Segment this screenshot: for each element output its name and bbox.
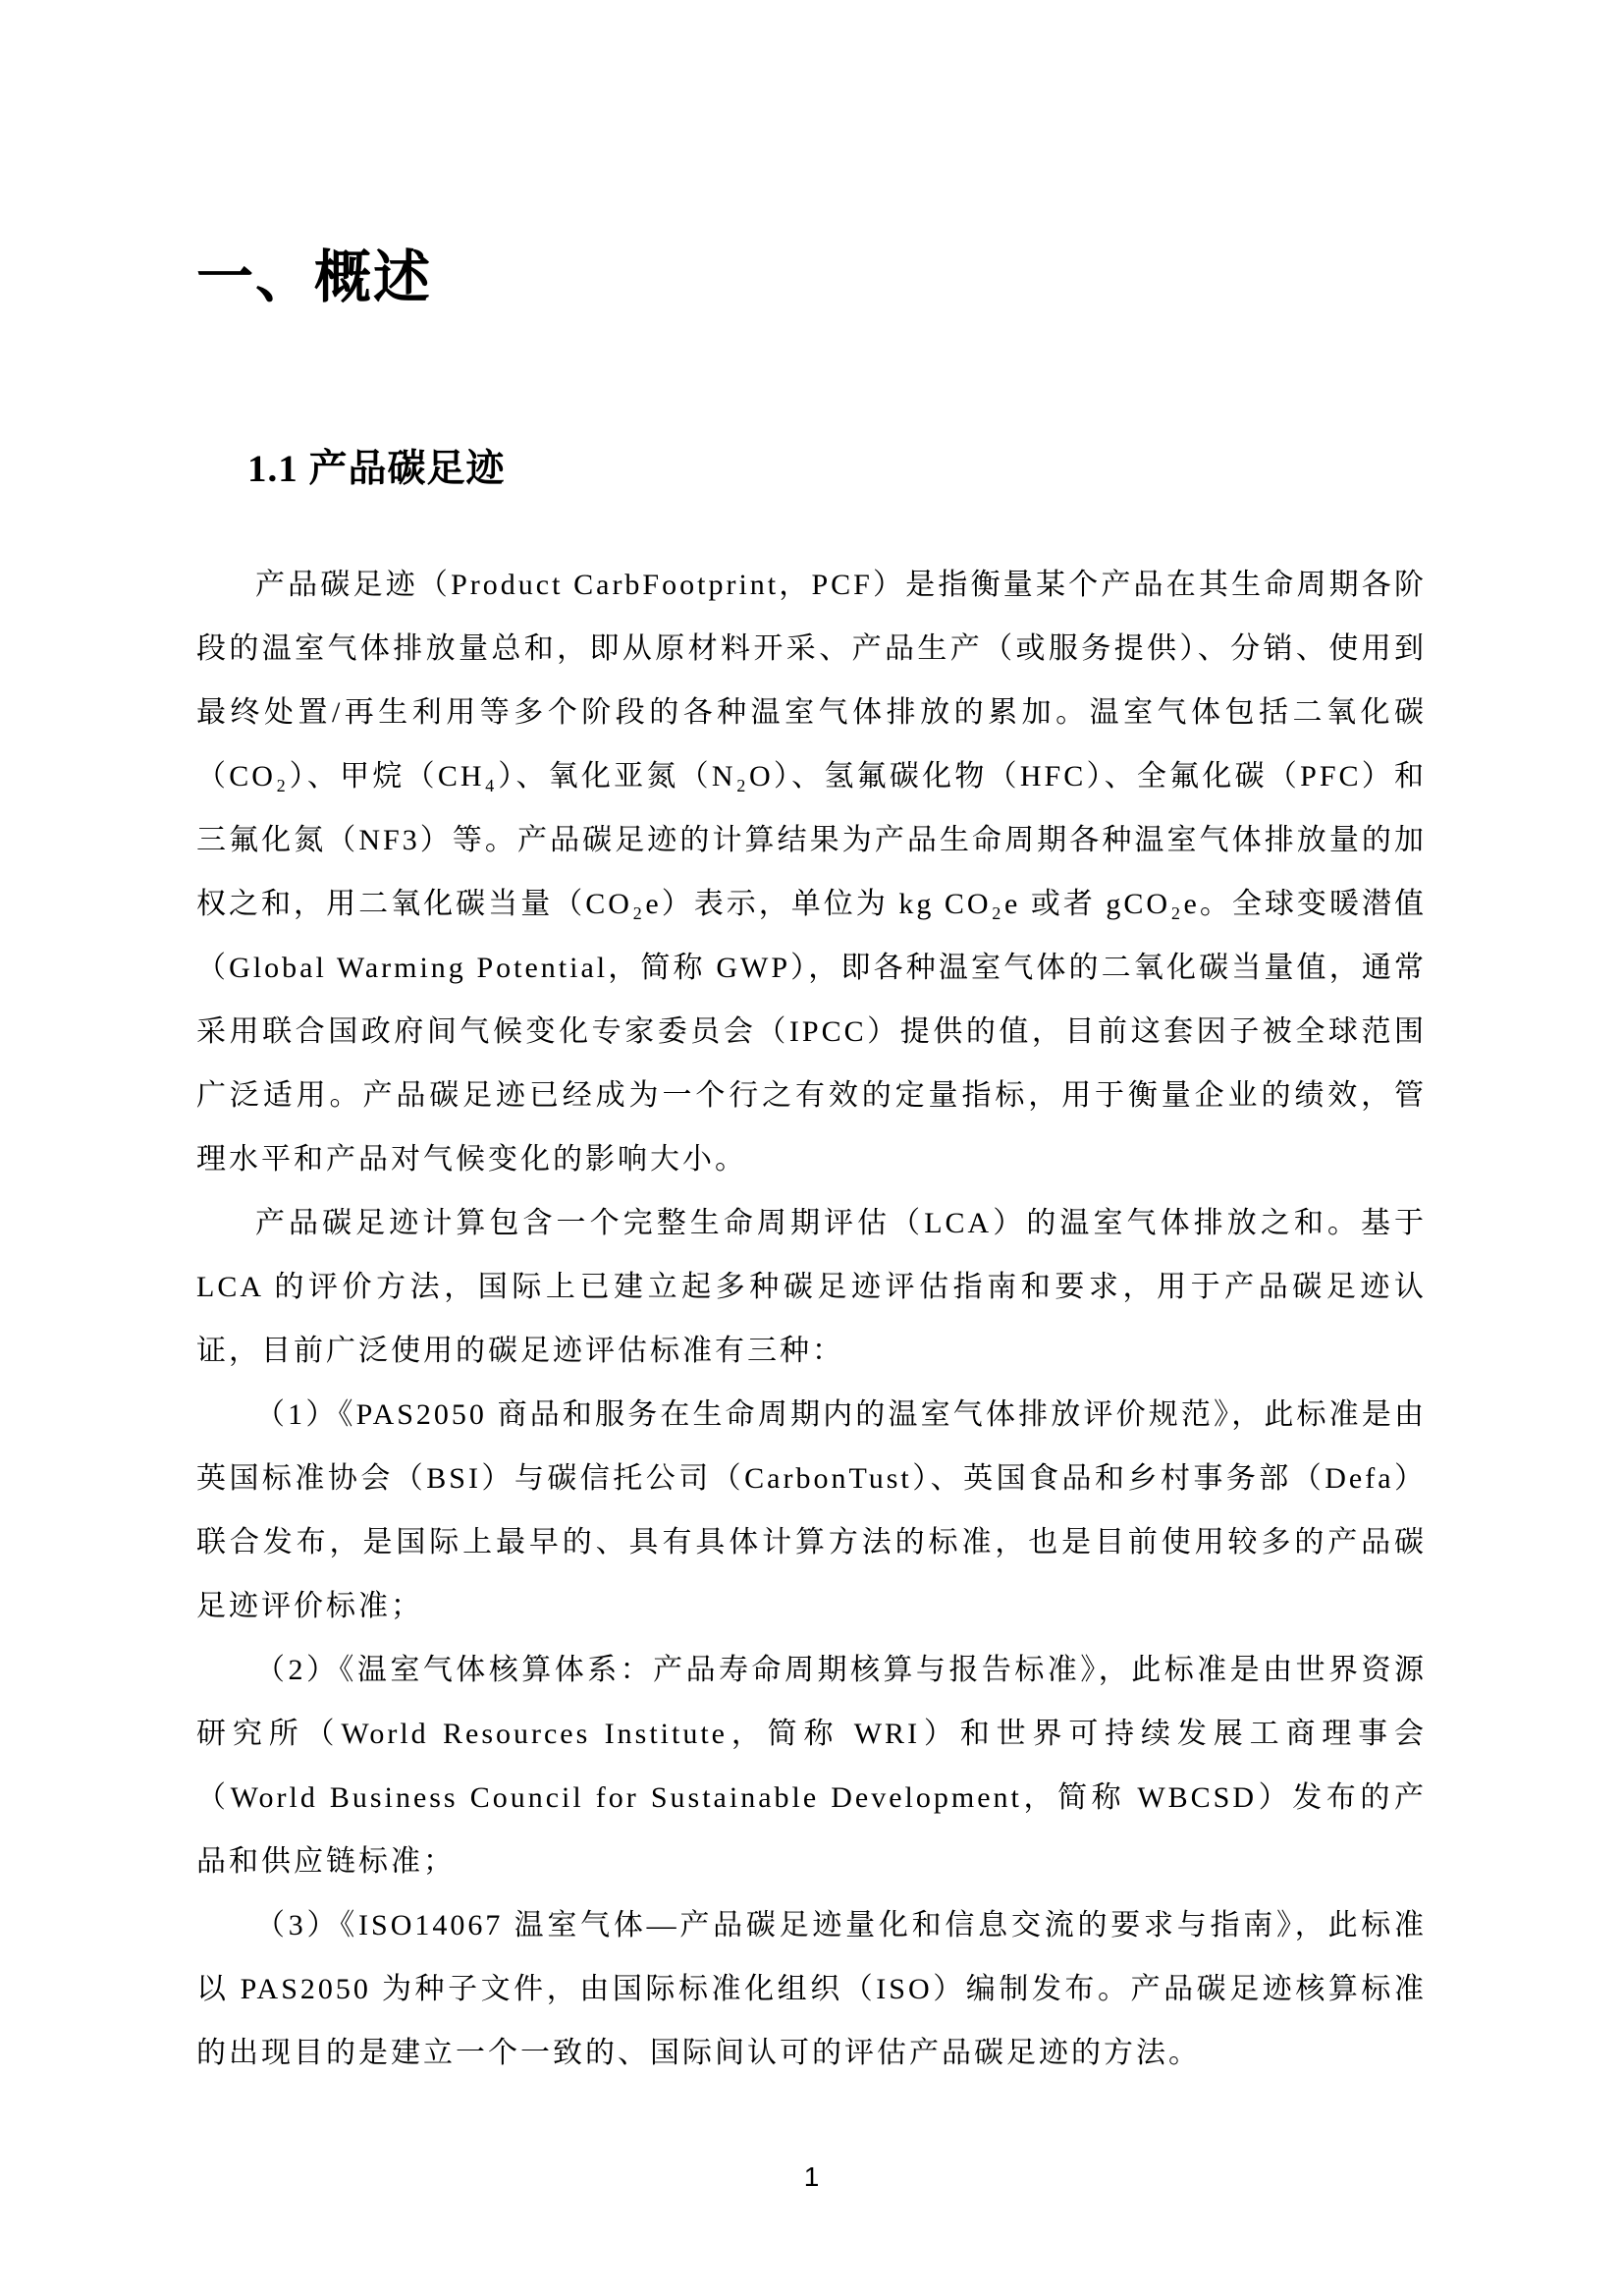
paragraph-standard-pas2050: （1）《PAS2050 商品和服务在生命周期内的温室气体排放评价规范》，此标准是由英国标准协会（BSI）与碳信托公司（CarbonTust）、英国食品和乡村事务部（Defa）联合发布，是国际上最早的、具有具体计算方法的标准，也是目前使用较多的产品碳足迹评价标准； — [196, 1397, 1427, 1622]
section-heading: 一、概述 — [196, 246, 433, 309]
paragraph-standard-ghg-protocol: （2）《温室气体核算体系：产品寿命周期核算与报告标准》，此标准是由世界资源研究所（World Resources Institute，简称 WRI）和世界可持续发展工商理事会（World Business Council for Sustainable Development，简称 WBCSD）发布的产品和供应链标准； — [196, 1653, 1427, 1878]
paragraph-lca-standards-intro: 产品碳足迹计算包含一个完整生命周期评估（LCA）的温室气体排放之和。基于 LCA 的评价方法，国际上已建立起多种碳足迹评估指南和要求，用于产品碳足迹认证，目前广泛使用的碳足迹评估标准有三种： — [196, 1206, 1427, 1367]
page-number: 1 — [803, 2161, 820, 2192]
paragraph-standard-iso14067: （3）《ISO14067 温室气体—产品碳足迹量化和信息交流的要求与指南》，此标准以 PAS2050 为种子文件，由国际标准化组织（ISO）编制发布。产品碳足迹核算标准的出现目的是建立一个一致的、国际间认可的评估产品碳足迹的方法。 — [196, 1908, 1427, 2069]
document-body — [196, 553, 1427, 2085]
paragraph-pcf-definition: 产品碳足迹（Product CarbFootprint，PCF）是指衡量某个产品在其生命周期各阶段的温室气体排放量总和，即从原材料开采、产品生产（或服务提供）、分销、使用到最终处置/再生利用等多个阶段的各种温室气体排放的累加。温室气体包括二氧化碳（CO₂）、甲烷（CH₄）、氧化亚氮（N₂O）、氢氟碳化物（HFC）、全氟化碳（PFC）和三氟化氮（NF3）等。产品碳足迹的计算结果为产品生命周期各种温室气体排放量的加权之和，用二氧化碳当量（CO₂e）表示，单位为 kg CO₂e 或者 gCO₂e。全球变暖潜值（Global Warming Potential，简称 GWP），即各种温室气体的二氧化碳当量值，通常采用联合国政府间气候变化专家委员会（IPCC）提供的值，目前这套因子被全球范围广泛适用。产品碳足迹已经成为一个行之有效的定量指标，用于衡量企业的绩效，管理水平和产品对气候变化的影响大小。 — [196, 568, 1427, 1175]
subsection-heading: 1.1 产品碳足迹 — [247, 447, 506, 490]
